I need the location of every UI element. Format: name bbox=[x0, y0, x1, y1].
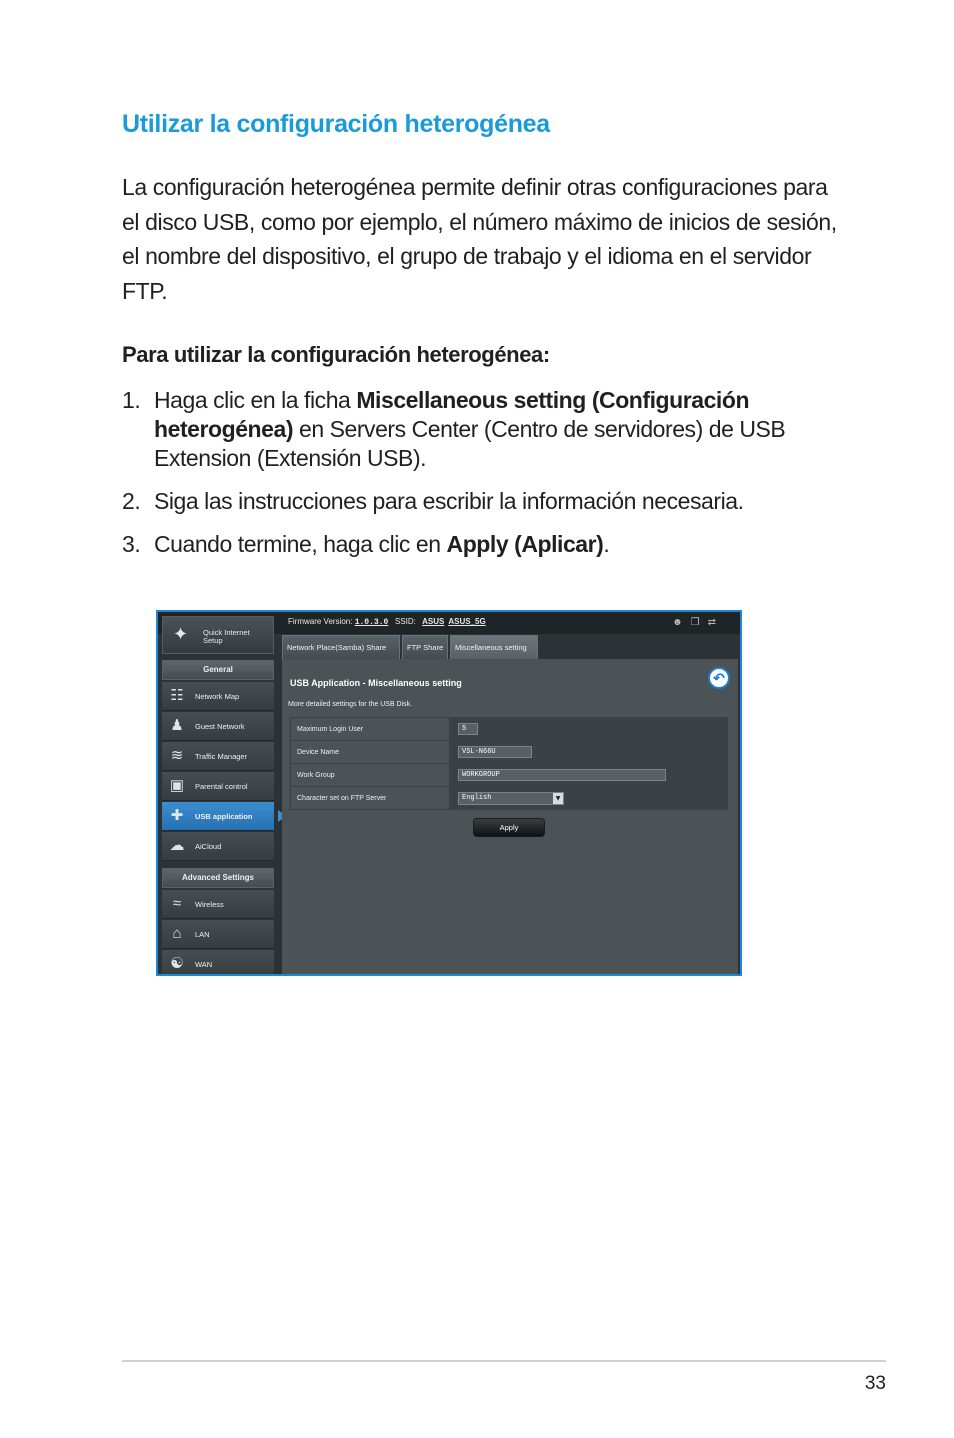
table-row bbox=[291, 741, 728, 764]
step-text: en Servers Center (Centro de servidores) de USB Extension (Extensión USB). bbox=[154, 416, 786, 471]
sidebar-item-label: Network Map bbox=[195, 692, 240, 701]
tab-samba-share[interactable]: Network Place(Samba) Share bbox=[282, 635, 400, 660]
page-number: 33 bbox=[864, 1373, 886, 1394]
work-group-input[interactable]: WORKGROUP bbox=[458, 769, 666, 781]
step-3 bbox=[122, 530, 852, 559]
usb-icon[interactable]: ⇄ bbox=[707, 617, 724, 628]
sidebar-item-label: AiCloud bbox=[195, 842, 222, 851]
charset-selected-value: English bbox=[462, 794, 492, 802]
firmware-info bbox=[288, 617, 486, 627]
sidebar-item-wireless[interactable] bbox=[162, 890, 274, 919]
sidebar-item-label: USB application bbox=[195, 812, 253, 821]
max-login-user-input[interactable]: 5 bbox=[458, 723, 478, 735]
lock-icon: ▣ bbox=[169, 777, 185, 794]
sidebar-item-traffic-manager[interactable] bbox=[162, 742, 274, 771]
quick-internet-setup-button[interactable] bbox=[162, 616, 274, 654]
tab-miscellaneous-setting[interactable]: Miscellaneous setting bbox=[450, 635, 538, 660]
charset-select[interactable] bbox=[458, 792, 564, 805]
step-number: 1. bbox=[122, 387, 141, 413]
field-value-cell bbox=[450, 718, 728, 741]
sidebar-item-label: Guest Network bbox=[195, 722, 245, 731]
status-icons bbox=[672, 617, 724, 628]
back-arrow-icon: ↶ bbox=[713, 670, 725, 686]
step-1 bbox=[122, 386, 852, 473]
sidebar-item-label: Parental control bbox=[195, 782, 248, 791]
globe-icon: ☯ bbox=[170, 955, 184, 972]
back-button[interactable] bbox=[708, 667, 730, 689]
field-value-cell bbox=[450, 741, 728, 764]
step-number: 2. bbox=[122, 488, 141, 514]
table-row bbox=[291, 787, 728, 810]
user-icon[interactable]: ☻ bbox=[672, 617, 691, 628]
field-label: Work Group bbox=[291, 764, 450, 787]
sidebar-item-wan[interactable] bbox=[162, 950, 274, 976]
sidebar-item-guest-network[interactable] bbox=[162, 712, 274, 741]
sidebar-item-usb-application[interactable] bbox=[162, 802, 274, 831]
advanced-settings-header: Advanced Settings bbox=[162, 868, 274, 888]
step-text: Haga clic en la ficha bbox=[154, 387, 357, 413]
step-text: Siga las instrucciones para escribir la información necesaria. bbox=[154, 488, 744, 514]
general-header: General bbox=[162, 660, 274, 680]
field-value-cell bbox=[450, 764, 728, 787]
step-emphasis: Miscellaneous setting (Configuración heterogénea) bbox=[154, 387, 750, 442]
panel-title: USB Application - Miscellaneous setting bbox=[290, 678, 462, 688]
field-label: Device Name bbox=[291, 741, 450, 764]
field-label: Maximum Login User bbox=[291, 718, 450, 741]
copy-icon[interactable]: ❐ bbox=[690, 617, 708, 628]
puzzle-icon: ✚ bbox=[170, 807, 184, 824]
settings-panel bbox=[282, 659, 738, 974]
step-text: . bbox=[603, 531, 610, 557]
step-number: 3. bbox=[122, 531, 141, 557]
wifi-icon: ≈ bbox=[172, 895, 182, 912]
sidebar-item-label: Traffic Manager bbox=[195, 752, 248, 761]
quick-setup-label: Quick Internet Setup bbox=[203, 628, 250, 645]
cloud-icon: ☁ bbox=[169, 837, 185, 854]
sidebar-item-aicloud[interactable] bbox=[162, 832, 274, 861]
ssid-label: SSID: bbox=[394, 617, 419, 626]
procedure-heading: Para utilizar la configuración heterogénea: bbox=[122, 342, 550, 367]
table-row bbox=[291, 718, 728, 741]
chevron-down-icon: ▼ bbox=[553, 793, 563, 804]
footer-divider bbox=[122, 1360, 886, 1362]
apply-button[interactable]: Apply bbox=[473, 818, 545, 837]
steps-list bbox=[122, 386, 852, 573]
traffic-manager-icon: ≋ bbox=[170, 747, 184, 764]
tab-ftp-share[interactable]: FTP Share bbox=[402, 635, 448, 660]
step-emphasis: Apply (Aplicar) bbox=[446, 531, 604, 557]
firmware-label: Firmware Version: bbox=[288, 617, 355, 626]
router-screenshot bbox=[156, 610, 742, 976]
intro-paragraph: La configuración heterogénea permite definir otras configuraciones para el disco USB, como por ejemplo, el número máximo de inicios de sesión, el nombre del dispositivo, el grupo de trabajo y el idioma en el servidor FTP. bbox=[122, 174, 837, 304]
network-map-icon: ☷ bbox=[170, 687, 184, 704]
home-icon: ⌂ bbox=[172, 925, 182, 942]
guest-network-icon: ♟ bbox=[170, 717, 184, 734]
sidebar-item-parental-control[interactable] bbox=[162, 772, 274, 801]
ssid-2g-link[interactable]: ASUS bbox=[422, 617, 445, 626]
panel-description: More detailed settings for the USB Disk. bbox=[288, 701, 413, 708]
sidebar-item-label: LAN bbox=[195, 930, 210, 939]
field-label: Character set on FTP Server bbox=[291, 787, 450, 810]
section-heading: Utilizar la configuración heterogénea bbox=[122, 110, 550, 138]
table-row bbox=[291, 764, 728, 787]
firmware-version-link[interactable]: 1.0.3.0 bbox=[354, 618, 389, 627]
settings-table bbox=[290, 717, 728, 810]
sidebar-item-lan[interactable] bbox=[162, 920, 274, 949]
sidebar-item-label: WAN bbox=[195, 960, 213, 969]
device-name-input[interactable]: VSL-N66U bbox=[458, 746, 532, 758]
sidebar-item-label: Wireless bbox=[195, 900, 224, 909]
magic-wand-icon: ✦ bbox=[173, 624, 189, 644]
step-2 bbox=[122, 487, 852, 516]
step-text: Cuando termine, haga clic en bbox=[154, 531, 447, 557]
ssid-5g-link[interactable]: ASUS_5G bbox=[448, 617, 486, 626]
sidebar bbox=[162, 616, 274, 976]
sidebar-item-network-map[interactable] bbox=[162, 682, 274, 711]
field-value-cell bbox=[450, 787, 728, 810]
